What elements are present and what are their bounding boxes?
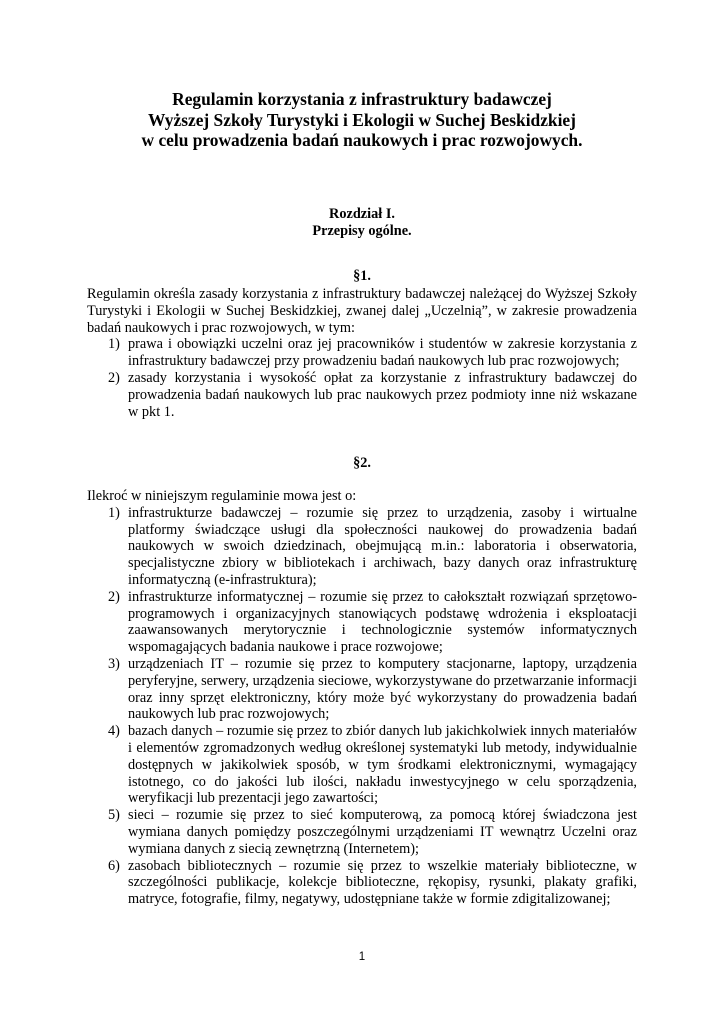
section-1-heading: §1. — [353, 268, 371, 284]
list-item-text: infrastrukturze badawczej – rozumie się przez to urządzenia, zasoby i wirtualne platformy świadczące usługi dla społeczności naukowej do prowadzenia badań naukowych w swoich dziedzinach, obejmującą m.in.: laboratoria i obserwatoria, specjalistyczne zbiory w bibliotekach i archiwach, bazy danych oraz infrastrukturę informatyczną (e-infrastruktura); — [128, 504, 637, 588]
section-1-body — [87, 286, 637, 420]
list-item-number: 6) — [108, 857, 120, 874]
list-item-number: 1) — [108, 336, 120, 353]
list-item-text: urządzeniach IT – rozumie się przez to komputery stacjonarne, laptopy, urządzenia peryferyjne, serwery, urządzenia sieciowe, wykorzystywane do przetwarzanie informacji oraz inny sprzęt elektroniczny, który może być wykorzystany do prowadzenia badań naukowych lub prac rozwojowych; — [128, 655, 637, 723]
list-item-number: 4) — [108, 723, 120, 740]
list-item — [87, 336, 637, 370]
list-item-text: zasobach bibliotecznych – rozumie się przez to wszelkie materiały biblioteczne, w szczególności publikacje, kolekcje biblioteczne, rękopisy, rysunki, plakaty grafiki, matryce, fotografie, filmy, negatywy, udostępniane także w formie zdigitalizowanej; — [128, 857, 637, 908]
title-line-3: w celu prowadzenia badań naukowych i prac rozwojowych. — [141, 130, 583, 150]
list-item-number: 3) — [108, 655, 120, 672]
list-item-text: zasady korzystania i wysokość opłat za korzystanie z infrastruktury badawczej do prowadzenia badań naukowych lub prac naukowych przez podmioty inne niż wskazane w pkt 1. — [128, 369, 637, 420]
chapter-name: Przepisy ogólne. — [312, 222, 412, 239]
section-1-intro: Regulamin określa zasady korzystania z infrastruktury badawczej należącej do Wyższej Szkoły Turystyki i Ekologii w Suchej Beskidzkiej, zwanej dalej „Uczelnią”, w zakresie prowadzenia badań naukowych i prac rozwojowych, w tym: — [87, 286, 637, 336]
chapter-heading — [0, 206, 724, 239]
list-item-number: 2) — [108, 369, 120, 386]
title-line-2: Wyższej Szkoły Turystyki i Ekologii w Suchej Beskidzkiej — [148, 109, 576, 130]
list-item-text: infrastrukturze informatycznej – rozumie się przez to całokształt rozwiązań sprzętowo-programowych i organizacyjnych stanowiących podstawę wdrożenia i eksploatacji zaawansowanych merytorycznie i technologicznie systemów informatycznych wspomagających badania naukowe i prace rozwojowe; — [128, 588, 637, 656]
list-item — [87, 858, 637, 908]
section-1-list — [87, 336, 637, 420]
list-item-number: 1) — [108, 504, 120, 521]
section-2-intro: Ilekroć w niniejszym regulaminie mowa jest o: — [87, 488, 357, 504]
chapter-number: Rozdział I. — [329, 206, 395, 222]
list-item — [87, 589, 637, 656]
title-line-1: Regulamin korzystania z infrastruktury badawczej — [172, 89, 552, 109]
list-item — [87, 505, 637, 589]
list-item — [87, 807, 637, 857]
section-2-list — [87, 505, 637, 908]
list-item — [87, 723, 637, 807]
list-item-text: prawa i obowiązki uczelni oraz jej pracowników i studentów w zakresie korzystania z infrastruktury badawczej przy prowadzeniu badań naukowych lub prac rozwojowych; — [128, 336, 637, 370]
section-2-heading: §2. — [353, 455, 371, 471]
section-2-body — [87, 488, 637, 908]
page-number: 1 — [358, 951, 366, 963]
list-item-text: bazach danych – rozumie się przez to zbiór danych lub jakichkolwiek innych materiałów i elementów zgromadzonych według określonej systematyki lub metody, indywidualnie dostępnych w jakikolwiek sposób, w tym środkami elektronicznymi, wymagający istotnego, co do jakości lub ilości, nakładu inwestycyjnego w celu sporządzenia, weryfikacji lub prezentacji jego zawartości; — [128, 723, 637, 807]
list-item-number: 5) — [108, 807, 120, 824]
list-item — [87, 656, 637, 723]
list-item — [87, 370, 637, 420]
list-item-text: sieci – rozumie się przez to sieć komputerową, za pomocą której świadczona jest wymiana danych pomiędzy poszczególnymi urządzeniami IT wewnątrz Uczelni oraz wymiana danych z siecią zewnętrzną (Internetem); — [128, 807, 637, 857]
list-item-number: 2) — [108, 588, 120, 605]
document-title — [0, 89, 724, 151]
